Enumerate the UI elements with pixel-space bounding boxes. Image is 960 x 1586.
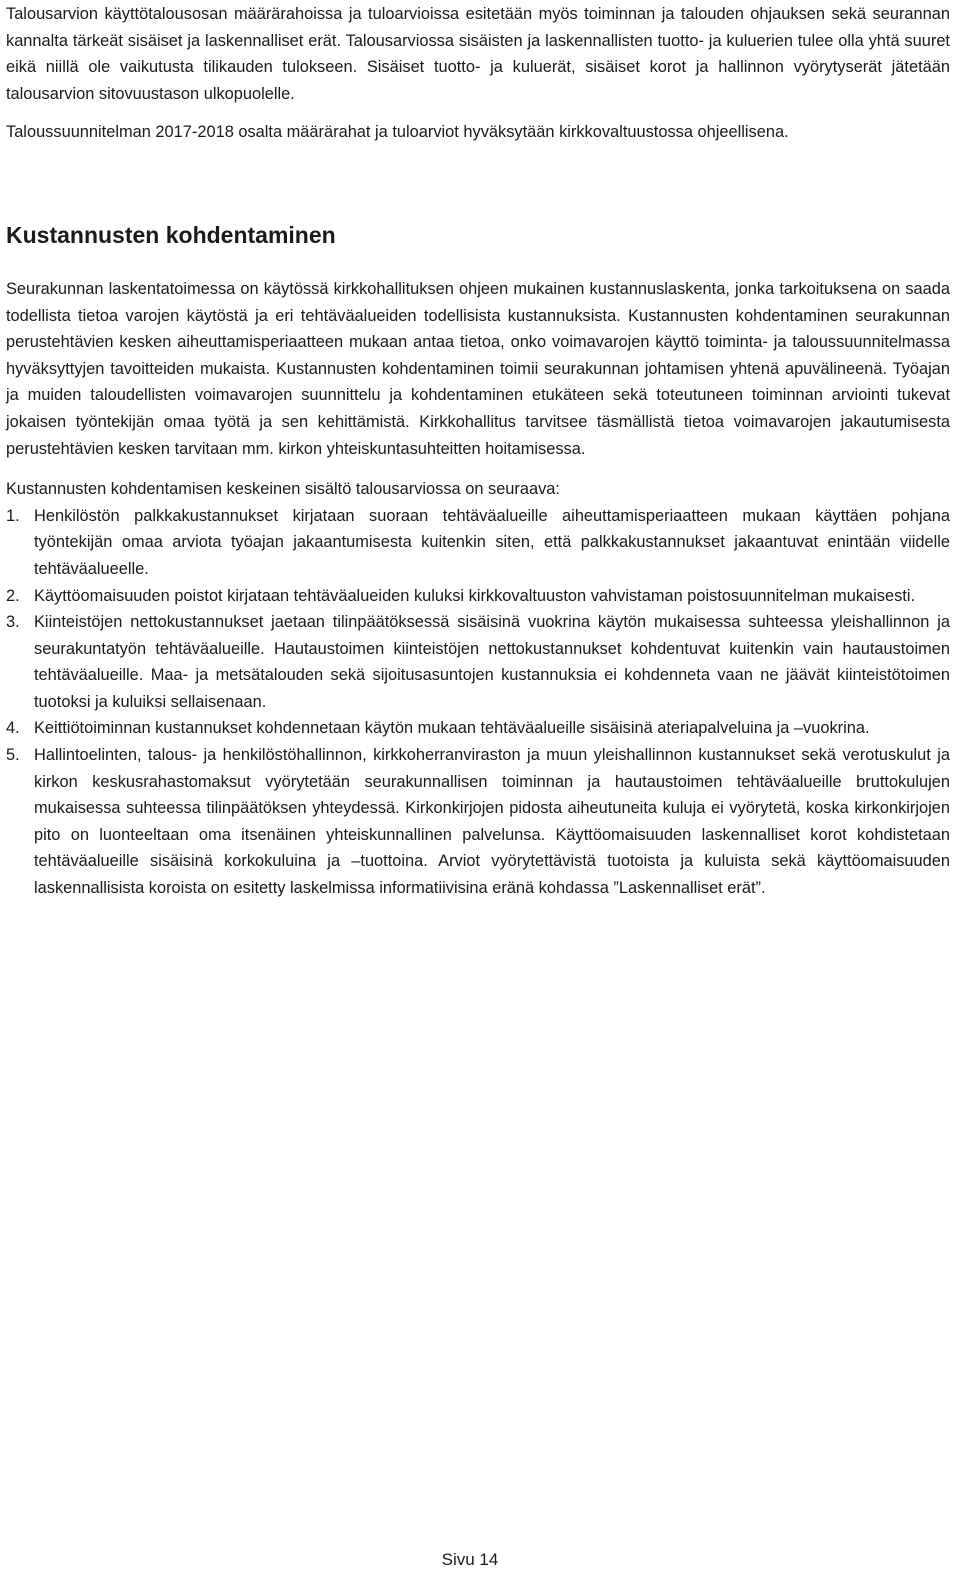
intro-paragraph-2: Taloussuunnitelman 2017-2018 osalta määrärahat ja tuloarviot hyväksytään kirkkovaltuustossa ohjeellisena. (6, 123, 789, 142)
list-item-number: 3. (6, 613, 20, 632)
intro-paragraph-1: Talousarvion käyttötalousosan määrärahoissa ja tuloarvioissa esitetään myös toiminnan ja talouden ohjauksen sekä seurannan kannalta tärkeät sisäiset ja laskennalliset erät. Talousarviossa sisäisten ja laskennallisten tuotto- ja kuluerien tulee olla yhtä suuret eikä niillä ole vaikutusta tilikauden tulokseen. Sisäiset tuotto- ja kuluerät, sisäiset korot ja hallinnon vyörytyserät jätetään talousarvion sitovuustason ulkopuolelle. (6, 5, 950, 103)
list-item (6, 715, 950, 742)
list-item (6, 609, 950, 715)
list-item-number: 4. (6, 719, 20, 738)
section-heading: Kustannusten kohdentaminen (6, 221, 336, 248)
list-item-number: 5. (6, 746, 20, 765)
list-item-text: Kiinteistöjen nettokustannukset jaetaan tilinpäätöksessä sisäisinä vuokrina käytön mukaisessa suhteessa yleishallinnon ja seurakuntatyön tehtäväalueille. Hautaustoimen kiinteistöjen nettokustannukset kohdentuvat kuitenkin vain hautaustoimen tehtäväalueille. Maa- ja metsätalouden sekä sijoitusasuntojen kustannuksia ei kohdenneta vaan ne jäävät kiinteistötoimen tuotoksi ja kuluiksi sellaisenaan. (34, 613, 950, 711)
page-number: Sivu 14 (441, 1550, 499, 1569)
list-item-text: Henkilöstön palkkakustannukset kirjataan suoraan tehtäväalueille aiheuttamisperiaatteen mukaan käyttäen pohjana työntekijän omaa arviota työajan jakaantumisesta kuitenkin siten, että palkkakustannukset jakaantuvat enintään viidelle tehtäväalueelle. (34, 506, 950, 578)
list-item-text: Käyttöomaisuuden poistot kirjataan tehtäväalueiden kuluksi kirkkovaltuuston vahvistaman poistosuunnitelman mukaisesti. (34, 586, 916, 605)
list-intro: Kustannusten kohdentamisen keskeinen sisältö talousarviossa on seuraava: (6, 480, 560, 499)
list-item (6, 742, 950, 902)
list-item-number: 2. (6, 586, 20, 605)
document-page (6, 0, 950, 902)
list-item (6, 503, 950, 583)
list-item (6, 583, 950, 610)
page-footer (0, 1548, 960, 1572)
list-item-number: 1. (6, 506, 20, 525)
list-item-text: Hallintoelinten, talous- ja henkilöstöhallinnon, kirkkoherranviraston ja muun yleishallinnon kustannukset sekä verotuskulut ja kirkon keskusrahastomaksut vyörytetään seurakunnallisen toiminnan ja hautaustoimen tehtäväalueille bruttokulujen mukaisessa suhteessa tilinpäätöksen yhteydessä. Kirkonkirjojen pidosta aiheutuneita kuluja ei vyörytetä, koska kirkonkirjojen pito on luonteeltaan oma itsenäinen yhteiskunnallinen palvelunsa. Käyttöomaisuuden laskennalliset korot kohdistetaan tehtäväalueille sisäisinä korkokuluina ja –tuottoina. Arviot vyörytettävistä tuotoista ja kuluista sekä käyttöomaisuuden laskennallisista koroista on esitetty laskelmissa informatiivisina eränä kohdassa ”Laskennalliset erät”. (34, 746, 950, 898)
list-item-text: Keittiötoiminnan kustannukset kohdennetaan käytön mukaan tehtäväalueille sisäisinä ateriapalveluina ja –vuokrina. (34, 719, 870, 738)
allocation-list (6, 503, 950, 902)
section-body-paragraph: Seurakunnan laskentatoimessa on käytössä kirkkohallituksen ohjeen mukainen kustannuslaskenta, jonka tarkoituksena on saada todellista tietoa varojen käytöstä ja eri tehtäväalueiden todellisista kustannuksista. Kustannusten kohdentaminen seurakunnan perustehtävien kesken aiheuttamisperiaatteen mukaan antaa tietoa, onko voimavarojen käyttö toiminta- ja taloussuunnitelmassa hyväksyttyjen tavoitteiden mukaista. Kustannusten kohdentaminen toimii seurakunnan johtamisen yhtenä apuvälineenä. Työajan ja muiden taloudellisten voimavarojen suunnittelu ja kohdentaminen etukäteen sekä toteutuneen toiminnan arviointi tukevat jokaisen työntekijän omaa työtä ja sen kehittämistä. Kirkkohallitus tarvitsee täsmällistä tietoa voimavarojen jakautumisesta perustehtävien kesken tarvitaan mm. kirkon yhteiskuntasuhteitten hoitamisessa. (6, 279, 950, 458)
